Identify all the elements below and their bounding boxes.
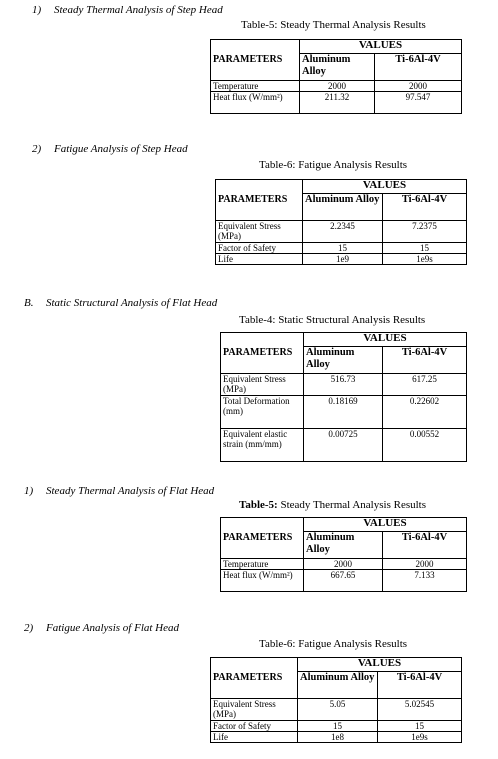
table-caption-text: Fatigue Analysis Results <box>298 638 408 650</box>
parameters-header: PARAMETERS <box>221 333 304 374</box>
results-table <box>210 657 462 743</box>
section-number: 1) <box>24 485 34 497</box>
section-title: Fatigue Analysis of Flat Head <box>46 622 180 634</box>
aluminum-value: 15 <box>303 243 383 254</box>
results-table <box>210 39 462 114</box>
results-table <box>220 517 467 592</box>
table-row <box>216 254 467 265</box>
section-heading-flat-fatigue <box>24 622 179 634</box>
aluminum-value: 5.05 <box>298 699 378 721</box>
table-caption-prefix: Table-6: <box>259 159 296 171</box>
table-caption <box>239 499 426 511</box>
row-label: Total Deformation (mm) <box>221 396 304 429</box>
aluminum-value: 15 <box>298 721 378 732</box>
ti-6al-4v-header: Ti-6Al-4V <box>383 532 467 559</box>
table-row <box>216 221 467 243</box>
table-caption-prefix: Table-6: <box>259 638 296 650</box>
row-label: Heat flux (W/mm²) <box>211 92 300 114</box>
ti-6al-4v-header: Ti-6Al-4V <box>375 54 462 81</box>
ti-value: 617.25 <box>383 374 467 396</box>
aluminum-value: 2.2345 <box>303 221 383 243</box>
aluminum-alloy-header: Aluminum Alloy <box>300 54 375 81</box>
table-caption-text: Fatigue Analysis Results <box>298 159 408 171</box>
ti-value: 5.02545 <box>378 699 462 721</box>
table-row <box>211 721 462 732</box>
section-heading-flat-static <box>24 297 217 309</box>
section-number: 1) <box>32 4 42 16</box>
aluminum-value: 2000 <box>304 559 383 570</box>
table-row <box>211 732 462 743</box>
table-caption <box>239 314 425 326</box>
row-label: Factor of Safety <box>211 721 298 732</box>
table-caption-prefix: Table-5: <box>241 19 278 31</box>
ti-value: 15 <box>378 721 462 732</box>
aluminum-value: 1e9 <box>303 254 383 265</box>
table-row <box>211 92 462 114</box>
parameters-header: PARAMETERS <box>211 658 298 699</box>
table-caption-prefix: Table-4: <box>239 314 276 326</box>
ti-value: 7.133 <box>383 570 467 592</box>
aluminum-value: 516.73 <box>304 374 383 396</box>
parameters-header: PARAMETERS <box>221 518 304 559</box>
row-label: Heat flux (W/mm²) <box>221 570 304 592</box>
table-row <box>216 243 467 254</box>
aluminum-value: 667.65 <box>304 570 383 592</box>
section-heading-step-fatigue <box>32 143 188 155</box>
ti-value: 1e9s <box>378 732 462 743</box>
table-row <box>211 699 462 721</box>
table-row <box>221 396 467 429</box>
row-label: Factor of Safety <box>216 243 303 254</box>
aluminum-alloy-header: Aluminum Alloy <box>304 347 383 374</box>
parameters-header: PARAMETERS <box>211 40 300 81</box>
results-table <box>220 332 467 462</box>
table-row <box>221 559 467 570</box>
table-caption-text: Steady Thermal Analysis Results <box>280 499 427 511</box>
aluminum-alloy-header: Aluminum Alloy <box>304 532 383 559</box>
parameters-header: PARAMETERS <box>216 180 303 221</box>
ti-value: 97.547 <box>375 92 462 114</box>
table-row <box>221 374 467 396</box>
table-caption <box>241 19 426 31</box>
section-heading-flat-thermal <box>24 485 214 497</box>
aluminum-alloy-header: Aluminum Alloy <box>303 194 383 221</box>
ti-value: 1e9s <box>383 254 467 265</box>
row-label: Life <box>211 732 298 743</box>
row-label: Equivalent Stress (MPa) <box>211 699 298 721</box>
values-header: VALUES <box>300 40 462 54</box>
table-row <box>211 81 462 92</box>
section-number: B. <box>24 297 34 309</box>
values-header: VALUES <box>303 180 467 194</box>
ti-value: 0.00552 <box>383 429 467 462</box>
row-label: Life <box>216 254 303 265</box>
ti-value: 15 <box>383 243 467 254</box>
section-title: Steady Thermal Analysis of Step Head <box>54 4 223 16</box>
table-row <box>221 429 467 462</box>
row-label: Temperature <box>211 81 300 92</box>
aluminum-value: 1e8 <box>298 732 378 743</box>
row-label: Equivalent Stress (MPa) <box>221 374 304 396</box>
ti-6al-4v-header: Ti-6Al-4V <box>383 194 467 221</box>
table-caption-prefix: Table-5: <box>239 499 278 511</box>
table-caption <box>259 159 407 171</box>
ti-value: 0.22602 <box>383 396 467 429</box>
ti-value: 2000 <box>375 81 462 92</box>
row-label: Temperature <box>221 559 304 570</box>
section-number: 2) <box>24 622 34 634</box>
section-heading-step-thermal <box>32 4 223 16</box>
aluminum-value: 0.18169 <box>304 396 383 429</box>
section-title: Steady Thermal Analysis of Flat Head <box>46 485 215 497</box>
ti-6al-4v-header: Ti-6Al-4V <box>378 672 462 699</box>
table-row <box>221 570 467 592</box>
table-caption-text: Static Structural Analysis Results <box>278 314 426 326</box>
aluminum-value: 0.00725 <box>304 429 383 462</box>
aluminum-value: 211.32 <box>300 92 375 114</box>
section-title: Static Structural Analysis of Flat Head <box>46 297 218 309</box>
section-number: 2) <box>32 143 42 155</box>
values-header: VALUES <box>298 658 462 672</box>
row-label: Equivalent elastic strain (mm/mm) <box>221 429 304 462</box>
ti-value: 7.2375 <box>383 221 467 243</box>
table-caption-text: Steady Thermal Analysis Results <box>280 19 426 31</box>
ti-value: 2000 <box>383 559 467 570</box>
section-title: Fatigue Analysis of Step Head <box>54 143 188 155</box>
aluminum-value: 2000 <box>300 81 375 92</box>
table-caption <box>259 638 407 650</box>
values-header: VALUES <box>304 333 467 347</box>
ti-6al-4v-header: Ti-6Al-4V <box>383 347 467 374</box>
aluminum-alloy-header: Aluminum Alloy <box>298 672 378 699</box>
row-label: Equivalent Stress (MPa) <box>216 221 303 243</box>
results-table <box>215 179 467 265</box>
values-header: VALUES <box>304 518 467 532</box>
